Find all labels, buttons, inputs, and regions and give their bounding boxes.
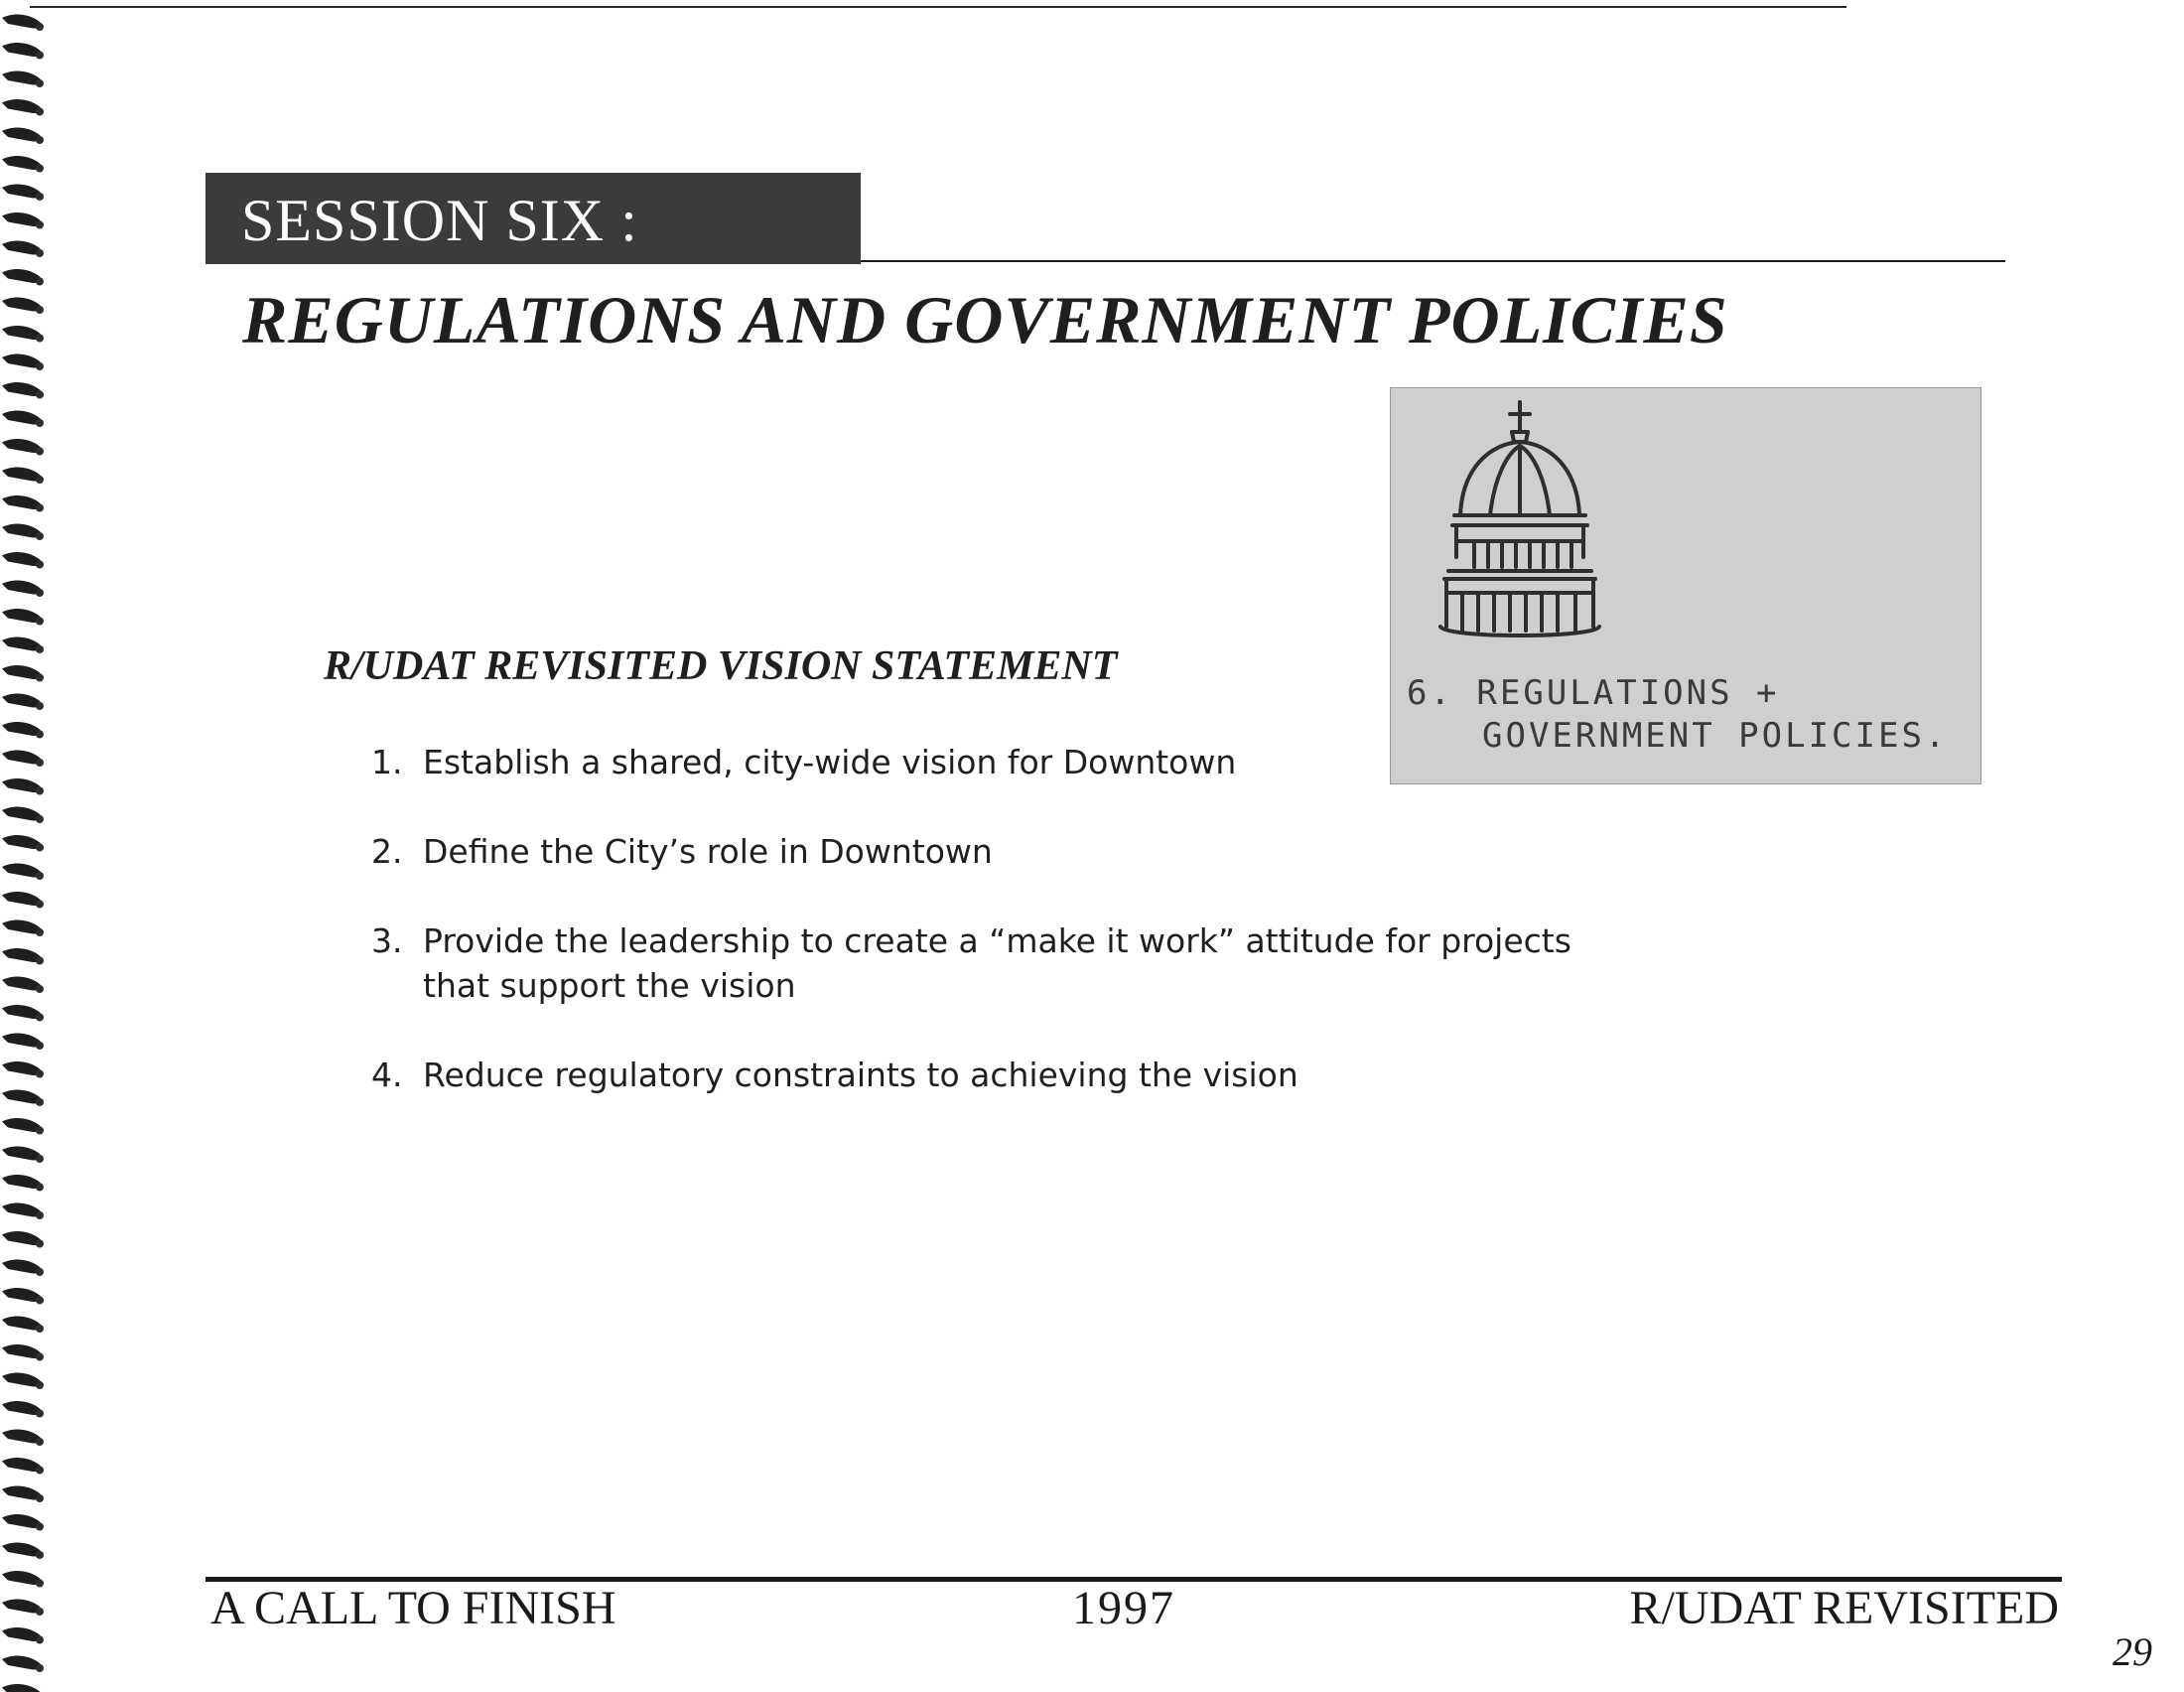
vision-item-number: 1.: [371, 743, 403, 781]
session-banner: [205, 173, 861, 264]
vision-item-2: [367, 829, 1608, 874]
capitol-sketch-image: [1390, 387, 1981, 784]
vision-item-text: Establish a shared, city-wide vision for Downtown: [423, 743, 1237, 781]
session-label: SESSION SIX :: [241, 188, 638, 253]
vision-item-text: Define the City’s role in Downtown: [423, 832, 993, 871]
vision-item-4: [367, 1053, 1608, 1097]
footer-left-title: A CALL TO FINISH: [210, 1582, 616, 1634]
vision-item-3: [367, 918, 1574, 1008]
vision-item-number: 3.: [371, 921, 403, 960]
vision-item-1: [367, 740, 1608, 784]
sketch-caption-line2: GOVERNMENT POLICIES.: [1482, 715, 1949, 756]
spiral-binding: [0, 10, 48, 1692]
vision-heading: R/UDAT REVISITED VISION STATEMENT: [324, 643, 1118, 689]
top-border-line: [30, 6, 1846, 8]
vision-item-number: 2.: [371, 832, 403, 871]
page-title: REGULATIONS AND GOVERNMENT POLICIES: [242, 282, 1728, 357]
footer-year: 1997: [1072, 1582, 1175, 1634]
vision-list: [367, 740, 1608, 1142]
session-rule: [861, 260, 2005, 262]
vision-item-number: 4.: [371, 1056, 403, 1094]
footer-right-title: R/UDAT REVISITED: [1629, 1582, 2059, 1634]
sketch-caption-line1: 6. REGULATIONS +: [1407, 673, 1780, 713]
vision-item-text: Provide the leadership to create a “make it work” attitude for projects that support the vision: [423, 921, 1571, 1005]
vision-item-text: Reduce regulatory constraints to achieving the vision: [423, 1056, 1298, 1094]
page-number: 29: [2113, 1629, 2152, 1674]
